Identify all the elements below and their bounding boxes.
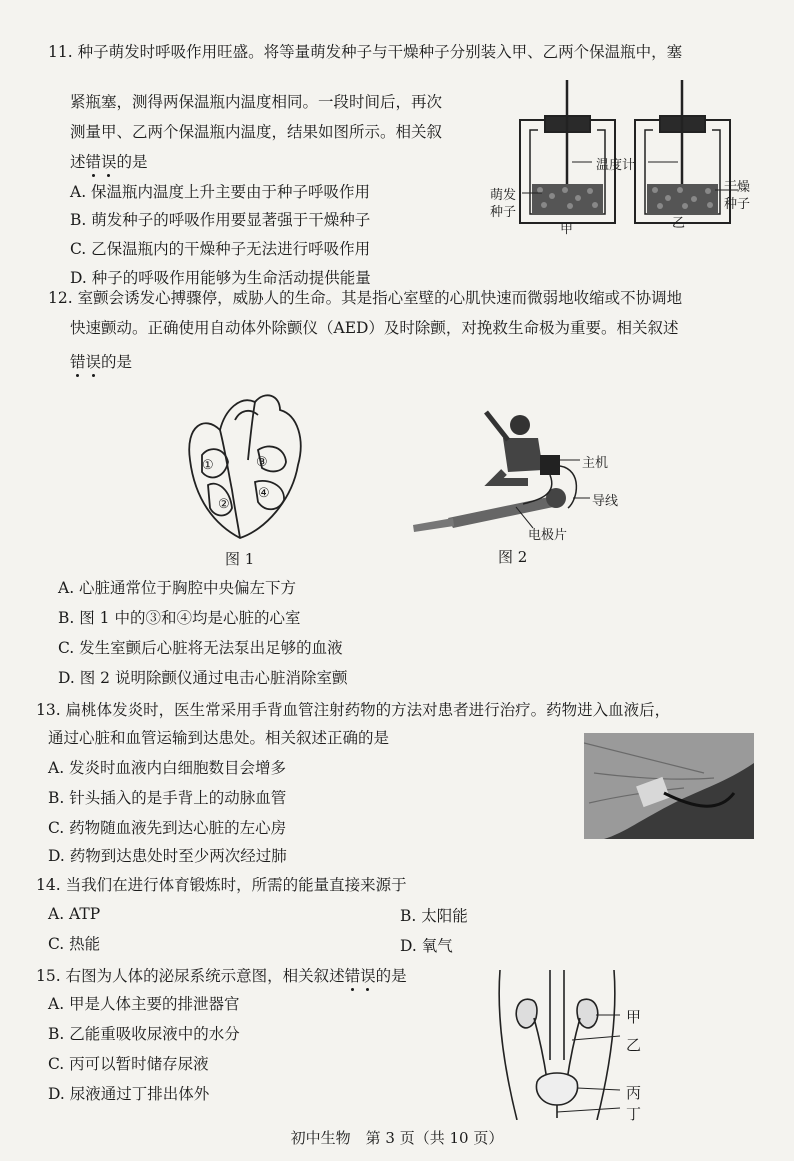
q14-option-d: D. 氧气 [400,937,453,955]
q12-stem-line1: 12. 室颤会诱发心搏骤停，威胁人的生命。其是指心室壁的心肌快速而微弱地收缩或不协调地 [48,289,683,307]
q15-option-d: D. 尿液通过丁排出体外 [48,1085,210,1103]
aed-wire-label: 导线 [592,494,619,509]
q12-stem-line2: 快速颤动。正确使用自动体外除颤仪（AED）及时除颤，对挽救生命极为重要。相关叙述 [70,319,679,337]
thermos-jia-label: 甲 [560,222,574,237]
urinary-label-yi: 乙 [626,1036,642,1054]
q14-option-c: C. 热能 [48,935,101,953]
q11-stem-line1: 11. 种子萌发时呼吸作用旺盛。将等量萌发种子与干燥种子分别装入甲、乙两个保温瓶中，塞 [48,43,683,61]
q12-option-d: D. 图 2 说明除颤仪通过电击心脏消除室颤 [58,669,348,687]
dry-seeds-label: 种子 [724,197,751,212]
q15-option-c: C. 丙可以暂时储存尿液 [48,1055,209,1073]
q12-option-c: C. 发生室颤后心脏将无法泵出足够的血液 [58,639,343,657]
q11-stem-line4: 述错误的是 [70,153,148,171]
q14-option-a: A. ATP [48,905,101,923]
page-footer: 初中生物 第 3 页（共 10 页） [290,1129,504,1147]
q13-option-b: B. 针头插入的是手背上的动脉血管 [48,789,287,807]
heart-label-2: ② [218,497,230,512]
q13-option-c: C. 药物随血液先到达心脏的左心房 [48,819,287,837]
urinary-label-jia: 甲 [626,1008,642,1026]
dry-label: 干燥 [724,180,751,195]
heart-figure [180,390,310,540]
q14-stem: 14. 当我们在进行体育锻炼时，所需的能量直接来源于 [36,876,407,894]
thermos-yi-label: 乙 [672,216,686,231]
germinating-label: 萌发 [490,188,517,203]
q15-option-b: B. 乙能重吸收尿液中的水分 [48,1025,240,1043]
figure2-caption: 图 2 [498,548,528,566]
q11-option-c: C. 乙保温瓶内的干燥种子无法进行呼吸作用 [70,240,371,258]
q15-stem: 15. 右图为人体的泌尿系统示意图，相关叙述错误的是 [36,967,407,985]
q12-option-b: B. 图 1 中的③和④均是心脏的心室 [58,609,301,627]
figure1-caption: 图 1 [225,550,255,568]
q12-stem-line3: 错误的是 [70,353,133,371]
aed-pad-label: 电极片 [528,528,568,543]
urinary-label-bing: 丙 [626,1084,642,1102]
heart-label-1: ① [202,458,214,473]
urinary-system-figure [492,970,642,1120]
q14-option-b: B. 太阳能 [400,907,468,925]
heart-label-4: ④ [258,486,270,501]
heart-label-3: ③ [256,455,268,470]
q11-option-d: D. 种子的呼吸作用能够为生命活动提供能量 [70,269,371,287]
germinating-seeds-label: 种子 [490,205,517,220]
q13-stem-line2: 通过心脏和血管运输到达患处。相关叙述正确的是 [48,729,390,747]
q13-option-d: D. 药物到达患处时至少两次经过肺 [48,847,287,865]
aed-host-label: 主机 [582,456,609,471]
q11-stem-line3: 测量甲、乙两个保温瓶内温度，结果如图所示。相关叙 [70,123,443,141]
q13-stem-line1: 13. 扁桃体发炎时，医生常采用手背血管注射药物的方法对患者进行治疗。药物进入血液后， [36,701,671,719]
q11-stem-line2: 紧瓶塞，测得两保温瓶内温度相同。一段时间后，再次 [70,93,443,111]
q13-option-a: A. 发炎时血液内白细胞数目会增多 [48,759,287,777]
q15-option-a: A. 甲是人体主要的排泄器官 [48,995,240,1013]
urinary-label-ding: 丁 [626,1105,642,1123]
thermometer-label: 温度计 [596,158,636,173]
q12-option-a: A. 心脏通常位于胸腔中央偏左下方 [58,579,297,597]
q11-option-a: A. 保温瓶内温度上升主要由于种子呼吸作用 [70,183,371,201]
q11-option-b: B. 萌发种子的呼吸作用要显著强于干燥种子 [70,211,371,229]
hand-injection-photo [584,733,754,839]
